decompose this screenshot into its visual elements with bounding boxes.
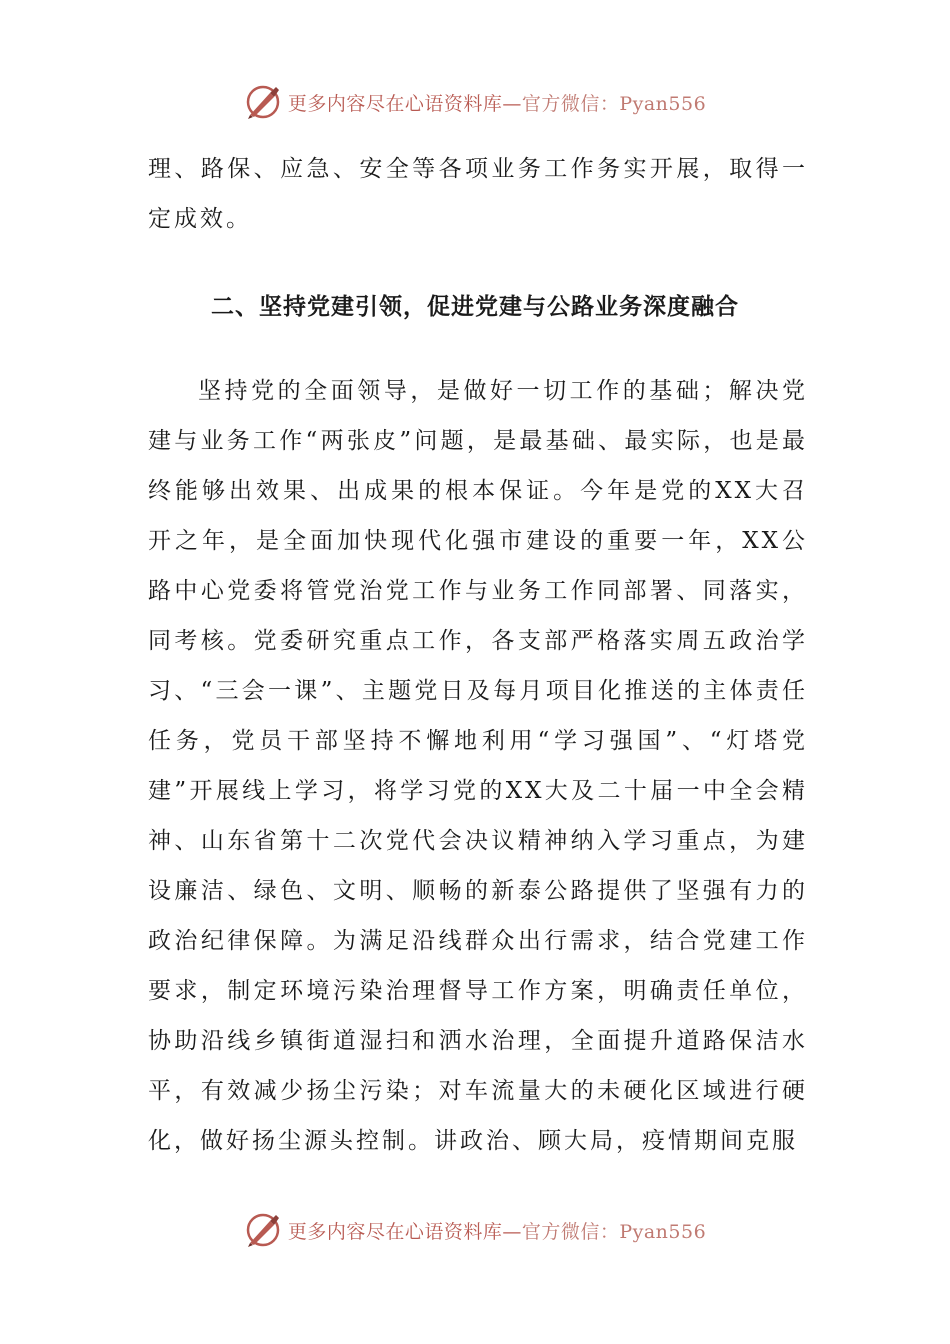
- watermark-text: 更多内容尽在心语资料库—官方微信：Pyan556: [287, 1220, 707, 1243]
- pen-logo-icon: [244, 83, 282, 121]
- pen-logo-icon: [244, 1211, 282, 1249]
- watermark-footer: [0, 1208, 950, 1252]
- continued-paragraph: 理、路保、应急、安全等各项业务工作务实开展，取得一定成效。: [148, 156, 808, 232]
- section-heading: 二、坚持党建引领，促进党建与公路业务深度融合: [211, 294, 739, 320]
- body-paragraph: 坚持党的全面领导，是做好一切工作的基础；解决党建与业务工作“两张皮”问题，是最基础、最实际，也是最终能够出效果、出成果的根本保证。今年是党的XX大召开之年，是全面加快现代化强市建设的重要一年，XX公路中心党委将管党治党工作与业务工作同部署、同落实，同考核。党委研究重点工作，各支部严格落实周五政治学习、“三会一课”、主题党日及每月项目化推送的主体责任任务，党员干部坚持不懈地利用“学习强国”、“灯塔党建”开展线上学习，将学习党的XX大及二十届一中全会精神、山东省第十二次党代会决议精神纳入学习重点，为建设廉洁、绿色、文明、顺畅的新泰公路提供了坚强有力的政治纪律保障。为满足沿线群众出行需求，结合党建工作要求，制定环境污染治理督导工作方案，明确责任单位，协助沿线乡镇街道湿扫和洒水治理，全面提升道路保洁水平，有效减少扬尘污染；对车流量大的未硬化区域进行硬化，做好扬尘源头控制。讲政治、顾大局，疫情期间克服: [148, 378, 808, 1154]
- watermark-text: 更多内容尽在心语资料库—官方微信：Pyan556: [287, 92, 707, 115]
- watermark-header: [0, 80, 950, 124]
